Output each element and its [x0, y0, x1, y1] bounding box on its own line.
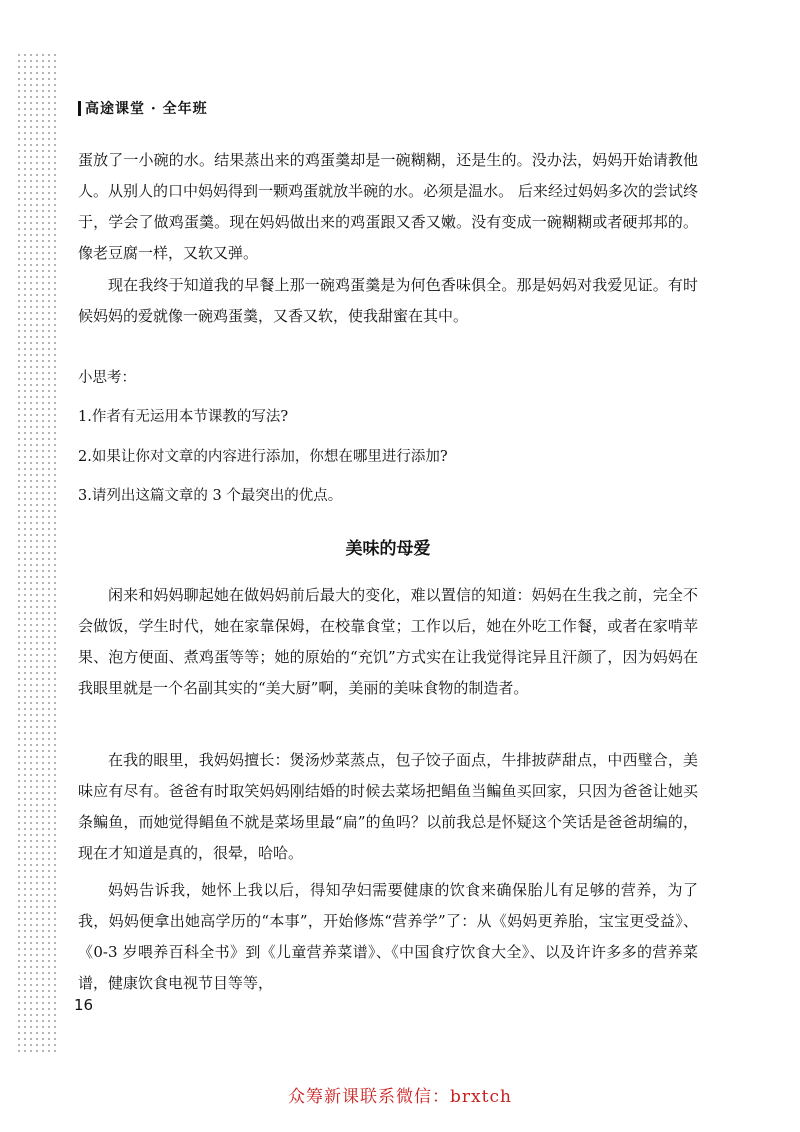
- binding-dot-pattern: [16, 52, 60, 1052]
- reflection-heading: 小思考：: [78, 370, 136, 386]
- paragraph-1: 蛋放了一小碗的水。结果蒸出来的鸡蛋羹却是一碗糊糊，还是生的。没办法，妈妈开始请教他人。从别人的口中妈妈得到一颗鸡蛋就放半碗的水。必须是温水。 后来经过妈妈多次的尝试终于，学会了做鸡蛋羹。现在妈妈做出来的鸡蛋跟又香又嫩。没有变成一碗糊糊或者硬邦邦的。像老豆腐一样，又软又弹。: [78, 151, 698, 262]
- essay-title: 美味的母爱: [345, 539, 431, 559]
- watermark-text: 众筹新课联系微信：brxtch: [288, 1087, 512, 1107]
- question-1: 1.作者有无运用本节课教的写法?: [78, 409, 289, 425]
- page-header: [78, 98, 208, 118]
- question-3: 3.请列出这篇文章的 3 个最突出的优点。: [78, 488, 343, 504]
- essay-paragraph-1: 闲来和妈妈聊起她在做妈妈前后最大的变化，难以置信的知道：妈妈在生我之前，完全不会做饭，学生时代，她在家靠保姆，在校靠食堂；工作以后，她在外吃工作餐，或者在家啃苹果、泡方便面、煮鸡蛋等等；她的原始的“充饥”方式实在让我觉得诧异且汗颜了，因为妈妈在我眼里就是一个名副其实的“美大厨”啊，美丽的美味食物的制造者。: [78, 586, 698, 697]
- page-number: 16: [74, 996, 94, 1014]
- essay-paragraph-2: 在我的眼里，我妈妈擅长：煲汤炒菜蒸点，包子饺子面点，牛排披萨甜点，中西璧合，美味应有尽有。爸爸有时取笑妈妈刚结婚的时候去菜场把鲳鱼当鳊鱼买回家，只因为爸爸让她买条鳊鱼，而她觉得鲳鱼不就是菜场里最“扁”的鱼吗？以前我总是怀疑这个笑话是爸爸胡编的，现在才知道是真的，很晕，哈哈。: [78, 751, 698, 862]
- header-bar-icon: [78, 101, 81, 116]
- essay-paragraph-3: 妈妈告诉我，她怀上我以后，得知孕妇需要健康的饮食来确保胎儿有足够的营养，为了我，妈妈便拿出她高学历的“本事”，开始修炼“营养学”了：从《妈妈更养胎，宝宝更受益》、《0-3 岁喂养百科全书》到《儿童营养菜谱》、《中国食疗饮食大全》、以及许许多多的营养菜谱，健康饮食电视节目等等，: [78, 881, 698, 992]
- header-title: 高途课堂 · 全年班: [85, 101, 208, 117]
- paragraph-2: 现在我终于知道我的早餐上那一碗鸡蛋羹是为何色香味俱全。那是妈妈对我爱见证。有时候妈妈的爱就像一碗鸡蛋羹，又香又软，使我甜蜜在其中。: [78, 276, 698, 325]
- question-2: 2.如果让你对文章的内容进行添加，你想在哪里进行添加?: [78, 449, 448, 465]
